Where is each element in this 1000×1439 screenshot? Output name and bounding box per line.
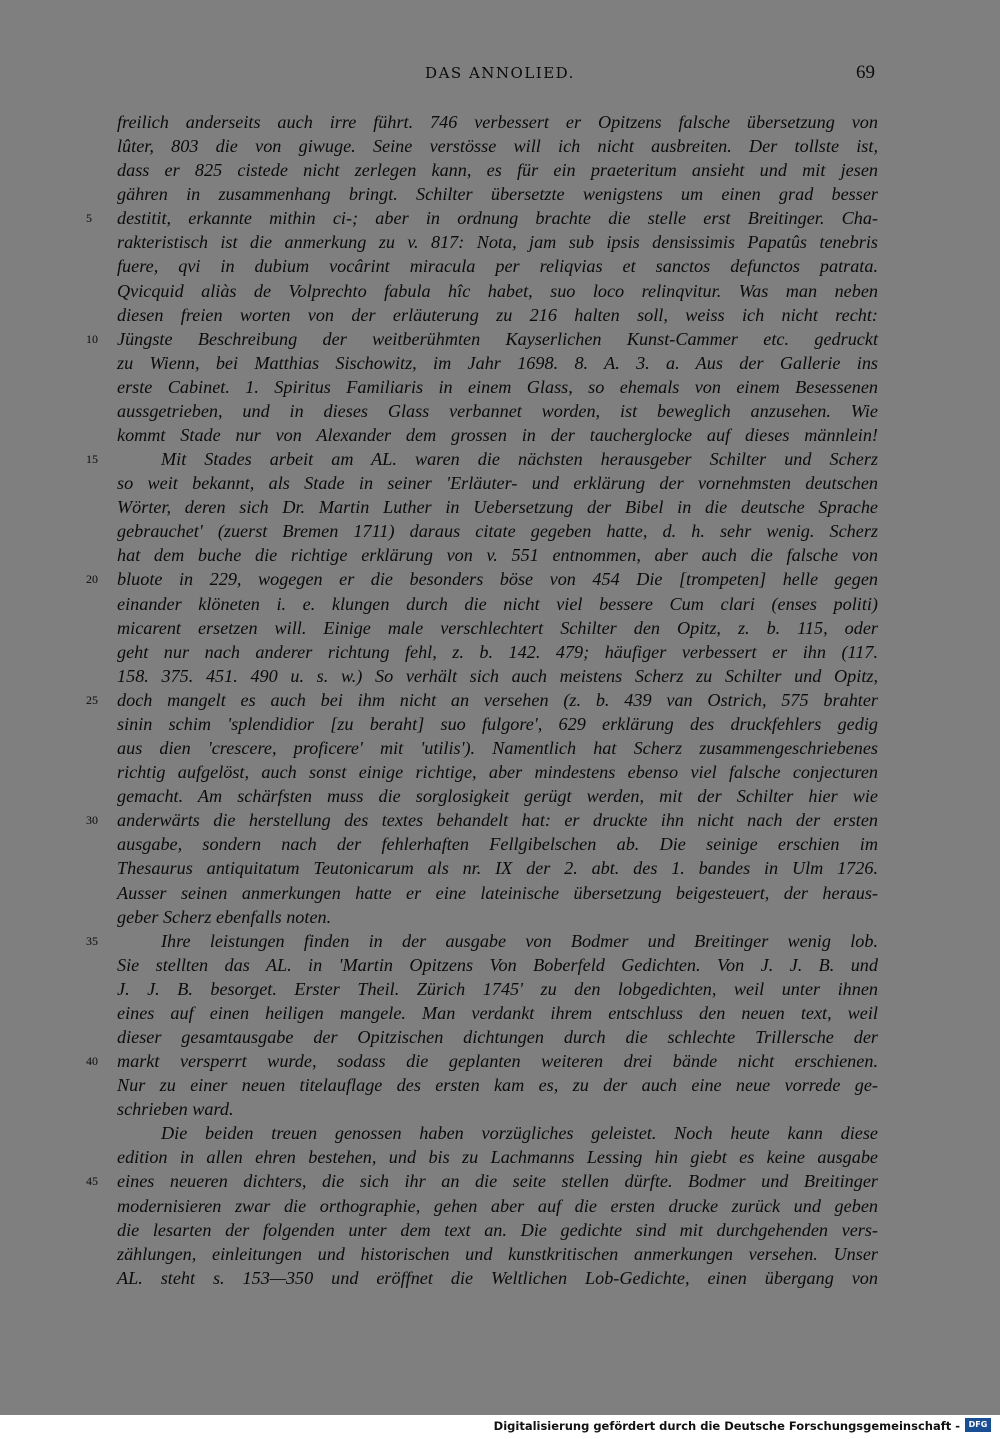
line-number: 15 <box>86 452 98 467</box>
text-line <box>117 1001 878 1025</box>
text-line <box>117 736 878 760</box>
line-text: Qvicquid aliàs de Volprechto fabula hîc habet, suo loco relinqvitur. Was man neben <box>117 280 878 301</box>
line-text: bluote in 229, wogegen er die besonders böse von 454 Die [trompeten] helle gegen <box>117 569 878 590</box>
line-text: so weit bekannt, als Stade in seiner 'Erläuter- und erklärung der vornehmsten deutschen <box>117 473 878 494</box>
text-line <box>117 1097 878 1121</box>
line-text: freilich anderseits auch irre führt. 746 verbessert er Opitzens falsche übersetzung von <box>117 112 878 132</box>
line-text: ausgabe, sondern nach der fehlerhaften Fellgibelschen ab. Die seinige erschien im <box>117 834 878 855</box>
text-line <box>86 206 878 230</box>
dfg-logo-icon: DFG <box>965 1418 991 1432</box>
text-line <box>86 808 878 832</box>
line-text: doch mangelt es auch bei ihm nicht an versehen (z. b. 439 van Ostrich, 575 brahter <box>117 689 878 710</box>
text-line <box>117 953 878 977</box>
text-line <box>117 1242 878 1266</box>
line-text: geber Scherz ebenfalls noten. <box>117 906 332 927</box>
text-line <box>86 567 878 591</box>
line-text: erste Cabinet. 1. Spiritus Familiaris in einem Glass, so ehemals von einem Besessenen <box>117 376 878 397</box>
line-text: Thesaurus antiquitatum Teutonicarum als nr. IX der 2. abt. des 1. bandes in Ulm 1726. <box>117 858 878 879</box>
line-text: schrieben ward. <box>117 1099 234 1120</box>
text-line <box>117 832 878 856</box>
line-text: Ausser seinen anmerkungen hatte er eine lateinische übersetzung beigesteuert, der heraus- <box>117 882 878 903</box>
text-line <box>117 158 878 182</box>
text-line <box>117 856 878 880</box>
line-number: 30 <box>86 813 98 828</box>
line-text: zu Wienn, bei Matthias Sischowitz, im Jahr 1698. 8. A. 3. a. Aus der Gallerie ins <box>117 352 878 373</box>
line-text: eines neueren dichters, die sich ihr an die seite stellen dürfte. Bodmer und Breitinger <box>117 1171 878 1192</box>
line-text: AL. steht s. 153—350 und eröffnet die Weltlichen Lob-Gedichte, einen übergang von <box>117 1267 878 1288</box>
line-number: 10 <box>86 331 98 346</box>
line-text: 158. 375. 451. 490 u. s. w.) So verhält sich auch meistens Scherz zu Schilter und Opitz, <box>117 665 878 686</box>
line-text: Nur zu einer neuen titelauflage des ersten kam es, zu der auch eine neue vorrede ge- <box>117 1075 878 1096</box>
text-line <box>117 279 878 303</box>
running-header-title: DAS ANNOLIED. <box>425 64 575 82</box>
text-line <box>117 254 878 278</box>
text-line <box>117 1218 878 1242</box>
line-text: dieser gesamtausgabe der Opitzischen dichtungen durch die schlechte Trillersche der <box>117 1026 878 1047</box>
text-line <box>117 182 878 206</box>
line-text: dass er 825 cistede nicht zerlegen kann, es für ein praeteritum ansieht und mit jesen <box>117 160 878 181</box>
line-text: modernisieren zwar die orthographie, gehen aber auf die ersten drucke zurück und geben <box>117 1195 878 1216</box>
text-line <box>117 495 878 519</box>
text-line <box>86 1169 878 1193</box>
line-text: markt versperrt wurde, sodass die geplanten weiteren drei bände nicht erschienen. <box>117 1051 878 1072</box>
line-text: fuere, qvi in dubium vocârint miracula per reliqvias et sanctos defunctos patrata. <box>117 256 878 277</box>
body-text <box>86 110 878 1290</box>
text-line <box>86 447 878 471</box>
line-text: diesen freien worten von der erläuterung zu 216 halten soll, weiss ich nicht recht: <box>117 304 878 325</box>
line-text: kommt Stade nur von Alexander dem grossen in der taucherglocke auf dieses männlein! <box>117 425 878 446</box>
line-number: 25 <box>86 692 98 707</box>
text-line <box>117 977 878 1001</box>
line-text: richtig aufgelöst, auch sonst einige richtige, aber mindestens ebenso viel falsche conjecturen <box>117 762 878 783</box>
text-line <box>117 1025 878 1049</box>
line-text: Jüngste Beschreibung der weitberühmten Kayserlichen Kunst-Cammer etc. gedruckt <box>117 328 878 349</box>
text-line <box>117 664 878 688</box>
text-line <box>117 1194 878 1218</box>
line-text: Mit Stades arbeit am AL. waren die nächsten herausgeber Schilter und Scherz <box>161 449 878 470</box>
text-line <box>117 519 878 543</box>
line-number: 35 <box>86 933 98 948</box>
line-text: die lesarten der folgenden unter dem text an. Die gedichte sind mit durchgehenden vers- <box>117 1219 878 1240</box>
footer-bar <box>0 1415 1000 1439</box>
text-line <box>117 905 878 929</box>
text-line <box>117 640 878 664</box>
text-line <box>117 712 878 736</box>
text-line <box>117 616 878 640</box>
text-line <box>117 592 878 616</box>
line-text: sinin schim 'splendidior [zu beraht] suo fulgore', 629 erklärung des druckfehlers gedig <box>117 713 878 734</box>
line-text: einander klöneten i. e. klungen durch die nicht viel bessere Cum clari (enses politi) <box>117 593 878 614</box>
text-line <box>117 784 878 808</box>
line-text: lûter, 803 die von giwuge. Seine verstösse will ich nicht ausbreiten. Der tollste ist, <box>117 136 878 157</box>
text-line <box>117 1073 878 1097</box>
text-line <box>117 760 878 784</box>
text-line <box>117 471 878 495</box>
page-number: 69 <box>856 62 875 83</box>
text-line <box>117 423 878 447</box>
line-text: eines auf einen heiligen mangele. Man verdankt ihrem entschluss den neuen text, weil <box>117 1002 878 1023</box>
line-text: gemacht. Am schärfsten muss die sorglosigkeit gerügt werden, mit der Schilter hier wie <box>117 786 878 807</box>
text-line <box>117 303 878 327</box>
line-text: Wörter, deren sich Dr. Martin Luther in Uebersetzung der Bibel in die deutsche Sprache <box>117 497 878 518</box>
text-line <box>86 327 878 351</box>
line-text: hat dem buche die richtige erklärung von v. 551 entnommen, aber auch die falsche von <box>117 545 878 566</box>
text-line <box>117 399 878 423</box>
text-line <box>86 929 878 953</box>
text-line <box>117 881 878 905</box>
line-text: geht nur nach anderer richtung fehl, z. b. 142. 479; häufiger verbessert er ihn (117. <box>117 641 878 662</box>
text-line <box>117 110 878 134</box>
line-text: gebrauchet' (zuerst Bremen 1711) daraus citate gegeben hatte, d. h. sehr wenig. Scherz <box>117 521 878 542</box>
text-line <box>117 1145 878 1169</box>
text-line <box>86 688 878 712</box>
line-text: destitit, erkannte mithin ci-; aber in ordnung brachte die stelle erst Breitinger. Cha- <box>117 208 878 229</box>
text-line <box>117 543 878 567</box>
line-text: rakteristisch ist die anmerkung zu v. 817: Nota, jam sub ipsis densissimis Papatûs tenebris <box>117 232 878 253</box>
line-text: zählungen, einleitungen und historischen und kunstkritischen anmerkungen versehen. Unser <box>117 1243 878 1264</box>
line-text: Ihre leistungen finden in der ausgabe von Bodmer und Breitinger wenig lob. <box>161 930 878 951</box>
line-text: anderwärts die herstellung des textes behandelt hat: er druckte ihn nicht nach der ersten <box>117 810 878 831</box>
text-line <box>117 1121 878 1145</box>
line-text: Die beiden treuen genossen haben vorzügliches geleistet. Noch heute kann diese <box>161 1123 878 1144</box>
line-text: aus dien 'crescere, proficere' mit 'utilis'). Namentlich hat Scherz zusammengeschriebenes <box>117 738 878 759</box>
line-number: 20 <box>86 572 98 587</box>
text-line <box>117 230 878 254</box>
text-line <box>86 1049 878 1073</box>
line-text: aussgetrieben, und in dieses Glass verbannet worden, ist beweglich anzusehen. Wie <box>117 400 878 421</box>
line-number: 40 <box>86 1054 98 1069</box>
text-line <box>117 375 878 399</box>
text-line <box>117 1266 878 1290</box>
line-text: edition in allen ehren bestehen, und bis zu Lachmanns Lessing hin giebt es keine ausgabe <box>117 1147 878 1168</box>
line-text: gähren in zusammenhang bringt. Schilter übersetzte wenigstens um einen grad besser <box>117 184 878 205</box>
footer-credit: Digitalisierung gefördert durch die Deutsche Forschungsgemeinschaft - <box>493 1419 960 1433</box>
text-line <box>117 351 878 375</box>
line-text: J. J. B. besorget. Erster Theil. Zürich 1745' zu den lobgedichten, weil unter ihnen <box>117 978 878 999</box>
line-text: micarent ersetzen will. Einige male verschlechtert Schilter den Opitz, z. b. 115, oder <box>117 617 878 638</box>
text-line <box>117 134 878 158</box>
line-number: 45 <box>86 1174 98 1189</box>
line-text: Sie stellten das AL. in 'Martin Opitzens Von Boberfeld Gedichten. Von J. J. B. und <box>117 954 878 975</box>
line-number: 5 <box>86 211 92 226</box>
